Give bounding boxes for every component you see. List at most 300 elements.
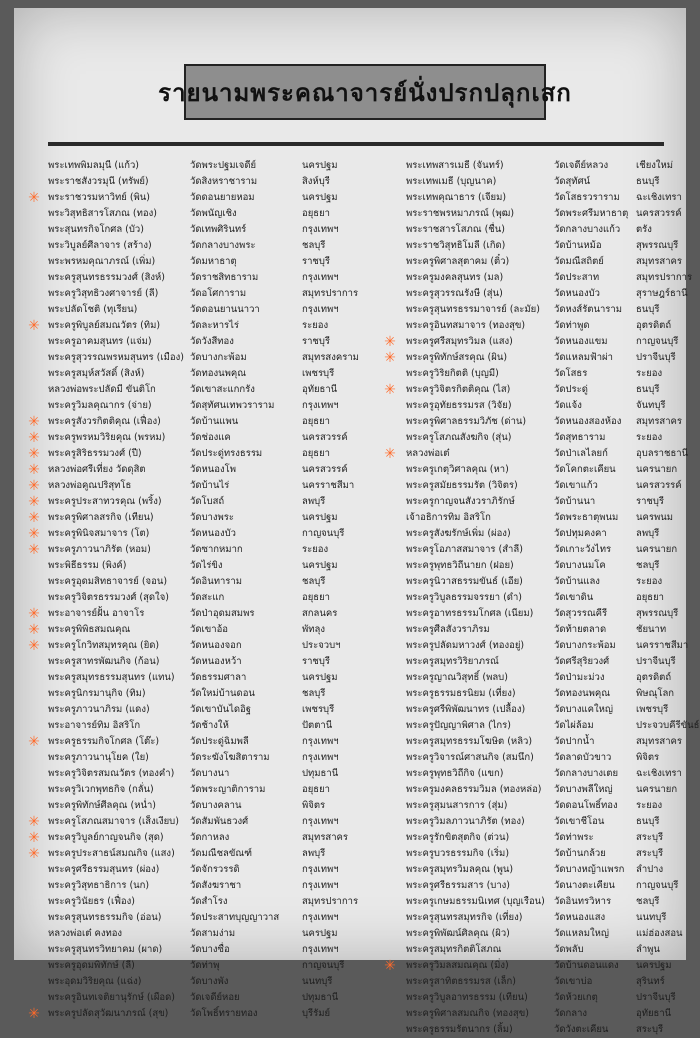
province-name-text: กรุงเทพฯ — [302, 912, 339, 923]
province-name-text: กรุงเทพฯ — [302, 880, 339, 891]
province-name — [636, 430, 686, 446]
province-name — [302, 542, 398, 558]
province-name — [302, 878, 398, 894]
temple-name-text: วัดหนองบัว — [554, 288, 600, 299]
temple-name — [554, 1006, 636, 1022]
asterisk-mark-icon: ✳ — [384, 334, 396, 350]
temple-name — [190, 686, 302, 702]
monk-name-text: พระครูพิพัฒน์ศิลคุณ (ผิว) — [406, 928, 510, 939]
monk-name-text: พระปลัดโชติ (ทุเรียน) — [48, 304, 138, 315]
province-name-text: ระยอง — [302, 320, 329, 331]
monk-name-text: พระครูวิจิตรธรรมวงศ์ (สุดใจ) — [48, 592, 169, 603]
monk-name-text: พระครูบวรธรรมกิจ (เริ่ม) — [406, 848, 510, 859]
temple-name-text: วัดช้างให้ — [190, 720, 229, 731]
province-name — [636, 894, 686, 910]
monk-name — [48, 750, 198, 766]
province-name-text: นครปฐม — [636, 960, 672, 971]
right-column-temples — [554, 158, 636, 1038]
province-name-text: กรุงเทพฯ — [302, 944, 339, 955]
temple-name — [190, 446, 302, 462]
province-name-text: สมุทรสาคร — [636, 256, 683, 267]
province-name-text: ปทุมธานี — [302, 992, 339, 1003]
province-name-text: สุราษฎร์ธานี — [636, 288, 688, 299]
monk-name — [406, 878, 566, 894]
monk-name-text: พระครูสุวรรณรังษี (สุ่น) — [406, 288, 503, 299]
province-name-text: นครพนม — [636, 512, 673, 523]
province-name — [302, 894, 398, 910]
monk-name-text: พระครูสมัยธรรมรัต (วิจิตร) — [406, 480, 518, 491]
province-name-text: กาญจนบุรี — [636, 880, 679, 891]
province-name — [302, 622, 398, 638]
province-name-text: ฉะเชิงเทรา — [636, 192, 682, 203]
temple-name-text: วัดไร่ขิง — [190, 560, 223, 571]
monk-name — [48, 254, 198, 270]
monk-name — [48, 702, 198, 718]
monk-name-text: พระครูศรีสมุทรวิมล (แสง) — [406, 336, 513, 347]
temple-name — [554, 606, 636, 622]
temple-name — [554, 766, 636, 782]
temple-name-text: วัดบางนมโค — [554, 560, 606, 571]
asterisk-mark-icon: ✳ — [28, 446, 40, 462]
left-column-provinces — [302, 158, 398, 1022]
temple-name — [554, 206, 636, 222]
monk-name — [406, 926, 566, 942]
province-name-text: ระยอง — [636, 800, 663, 811]
temple-name-text: วัดสุทธาราม — [554, 432, 606, 443]
asterisk-mark-icon: ✳ — [28, 846, 40, 862]
province-name — [636, 814, 686, 830]
province-name — [302, 574, 398, 590]
province-name-text: ปัตตานี — [302, 720, 333, 731]
monk-name-text: พระครูวิเวกพุทธกิจ (กลั่น) — [48, 784, 154, 795]
province-name — [636, 782, 686, 798]
asterisk-mark-icon: ✳ — [28, 494, 40, 510]
temple-name-text: วัดบางกะพ้อม — [190, 352, 247, 363]
temple-name — [554, 638, 636, 654]
temple-name-text: วัดเขาชีโอน — [554, 816, 605, 827]
monk-name-text: พระอาจารย์ทิม อิสริโก — [48, 720, 141, 731]
monk-name-text: พระครูวิจารณ์ศาสนกิจ (สมนึก) — [406, 752, 534, 763]
monk-name-text: พระราชพรหมาภรณ์ (พุฒ) — [406, 208, 515, 219]
monk-name — [406, 478, 566, 494]
province-name — [302, 846, 398, 862]
temple-name — [190, 222, 302, 238]
temple-name — [554, 366, 636, 382]
province-name-text: ชลบุรี — [302, 240, 326, 251]
province-name-text: สมุทรสงคราม — [302, 352, 359, 363]
monk-name — [48, 158, 198, 174]
province-name — [302, 606, 398, 622]
province-name-text: แม่ฮ่องสอน — [636, 928, 683, 939]
temple-name-text: วัดหงส์รัตนาราม — [554, 304, 623, 315]
temple-name-text: วัดหนองแสง — [554, 912, 606, 923]
province-name — [636, 638, 689, 654]
province-name-text: ประจวบคีรีขันธ์ — [636, 720, 700, 731]
monk-name — [48, 926, 198, 942]
temple-name — [554, 430, 636, 446]
monk-name-text: พระครูวิมลภาวนาภิรัต (ทอง) — [406, 816, 525, 827]
province-name — [302, 814, 398, 830]
monk-name — [406, 414, 566, 430]
temple-name-text: วัดบางกระพ้อม — [554, 640, 616, 651]
temple-name-text: วัดช่องแค — [190, 432, 231, 443]
temple-name — [554, 718, 636, 734]
asterisk-mark-icon: ✳ — [28, 190, 40, 206]
temple-name — [554, 734, 636, 750]
monk-name-text: พระครูภาวนาภิรัต (หอม) — [48, 544, 151, 555]
temple-name — [190, 590, 302, 606]
monk-name — [406, 670, 566, 686]
monk-name-text: พระครูพิทักษ์สรคุณ (ผิน) — [406, 352, 508, 363]
province-name — [636, 334, 686, 350]
temple-name-text: วัดเขาสะแกกรัง — [190, 384, 255, 395]
monk-name-text: พระครูประสาธน์สมณกิจ (แสง) — [48, 848, 175, 859]
monk-name — [48, 862, 198, 878]
monk-name — [406, 366, 566, 382]
monk-name — [48, 942, 198, 958]
monk-name-text: พระครูสมุทรวิริยาภรณ์ — [406, 656, 499, 667]
province-name-text: นครปฐม — [302, 160, 338, 171]
temple-name — [190, 798, 302, 814]
monk-name-text: พระครูพุทธวิถีกิจ (แขก) — [406, 768, 504, 779]
temple-name-text: วัดประดู่ — [554, 384, 588, 395]
temple-name-text: วัดประสาทบุญญาวาส — [190, 912, 280, 923]
temple-name — [190, 942, 302, 958]
monk-name-text: พระครูพิศาลธรรมวิภัช (ด่าน) — [406, 416, 527, 427]
province-name — [636, 462, 686, 478]
province-name — [636, 494, 686, 510]
temple-name-text: วัดป่าอุดมสมพร — [190, 608, 255, 619]
monk-name — [406, 830, 566, 846]
monk-name-text: พระครูรักขิตสุตกิจ (ต่วน) — [406, 832, 510, 843]
monk-name — [384, 446, 566, 462]
temple-name-text: วัดหนองสองห้อง — [554, 416, 622, 427]
monk-name — [48, 398, 198, 414]
province-name — [302, 270, 398, 286]
province-name — [636, 734, 686, 750]
temple-name-text: วัดพระญาติการาม — [190, 784, 266, 795]
province-name — [636, 270, 693, 286]
province-name — [302, 1006, 398, 1022]
asterisk-mark-icon: ✳ — [28, 830, 40, 846]
monk-name-text: พระครูมงคลสุนทร (มล) — [406, 272, 504, 283]
temple-name — [554, 654, 636, 670]
monk-name-text: พระอาจารย์ฝั้น อาจาโร — [48, 608, 145, 619]
province-name-text: กาญจนบุรี — [636, 336, 679, 347]
temple-name-text: วัดประดู่ฉิมพลี — [190, 736, 249, 747]
province-name — [636, 942, 686, 958]
monk-name-text: พระครูวิริยกิตติ (บุญมี) — [406, 368, 499, 379]
right-column-provinces — [636, 158, 700, 1038]
temple-name-text: วัดบางนา — [190, 768, 230, 779]
temple-name — [554, 622, 636, 638]
temple-name-text: วัดศรีสุริยวงศ์ — [554, 656, 610, 667]
monk-name — [28, 846, 198, 862]
temple-name-text: วัดสัมพันธวงศ์ — [190, 816, 249, 827]
province-name-text: สมุทรปราการ — [302, 896, 359, 907]
temple-name — [190, 702, 302, 718]
province-name — [636, 718, 700, 734]
province-name-text: ธนบุรี — [636, 384, 660, 395]
asterisk-mark-icon: ✳ — [28, 1006, 40, 1022]
monk-name-text: พระครูสุนทรธรรมวงศ์ (สิงห์) — [48, 272, 165, 283]
monk-name-text: พระครูอินทเจติยานุรักษ์ (เผือด) — [48, 992, 176, 1003]
temple-name-text: วัดโสธรวราราม — [554, 192, 620, 203]
temple-name-text: วัดเจดีย์หอย — [190, 992, 240, 1003]
monk-name — [406, 654, 566, 670]
province-name — [636, 862, 686, 878]
monk-name-text: พระครูธรรมรัตนากร (ลิ้ม) — [406, 1024, 513, 1035]
monk-name-text: หลวงพ่อพระปลัดมี ขันติโก — [48, 384, 156, 395]
province-name-text: ราชบุรี — [302, 336, 331, 347]
province-name — [302, 318, 398, 334]
province-name — [636, 526, 686, 542]
temple-name-text: วัดหนองแขม — [554, 336, 608, 347]
province-name — [636, 958, 686, 974]
province-name-text: พัทลุง — [302, 624, 325, 635]
asterisk-mark-icon: ✳ — [28, 622, 40, 638]
temple-name-text: วัดปทุมคงคา — [554, 528, 607, 539]
temple-name-text: วัดเกาะวังไทร — [554, 544, 612, 555]
monk-name — [48, 302, 198, 318]
temple-name-text: วัดสังฆราชา — [190, 880, 242, 891]
province-name — [636, 910, 686, 926]
monk-name — [48, 574, 198, 590]
temple-name-text: วัดอินทาราม — [190, 576, 242, 587]
province-name — [302, 590, 398, 606]
temple-name-text: วัดพระธาตุพนม — [554, 512, 619, 523]
temple-name-text: วัดแหลมฟ้าผ่า — [554, 352, 613, 363]
temple-name-text: วัดบางพระ — [190, 512, 234, 523]
province-name-text: สุพรรณบุรี — [636, 608, 679, 619]
province-name — [636, 590, 686, 606]
temple-name-text: วัดบางพัง — [190, 976, 229, 987]
province-name — [636, 414, 686, 430]
temple-name-text: วัดเขาดิน — [554, 592, 594, 603]
monk-name — [406, 462, 566, 478]
province-name — [636, 174, 686, 190]
temple-name-text: วัดใหม่บ้านดอน — [190, 688, 255, 699]
temple-name-text: วัดทองนพคุณ — [554, 688, 611, 699]
province-name-text: ลพบุรี — [302, 848, 326, 859]
monk-name — [406, 766, 566, 782]
temple-name-text: วัดบางแคใหญ่ — [554, 704, 613, 715]
monk-name-text: พระพิธีธรรม (พิงค์) — [48, 560, 127, 571]
province-name-text: ลำพูน — [636, 944, 660, 955]
monk-name-text: พระเทพสารเมธี (จันทร์) — [406, 160, 504, 171]
monk-name — [406, 190, 566, 206]
monk-name-text: พระครูศรีธรรมสุนทร (ผ่อง) — [48, 864, 160, 875]
province-name-text: นครนายก — [636, 464, 678, 475]
monk-name-text: พระครูวิสุทธิวงศาจารย์ (ลี) — [48, 288, 159, 299]
monk-name-text: พระครูวิบูลอาทรธรรม (เทียน) — [406, 992, 528, 1003]
asterisk-mark-icon: ✳ — [28, 462, 40, 478]
monk-name-text: พระครูเกษมธรรมนิเทศ (บุญเรือน) — [406, 896, 545, 907]
temple-name — [190, 766, 302, 782]
temple-name — [554, 270, 636, 286]
province-name-text: ปราจีนบุรี — [636, 992, 676, 1003]
temple-name — [190, 510, 302, 526]
monk-name — [48, 334, 198, 350]
monk-name-text: พระครูศีลสังวราภิรม — [406, 624, 490, 635]
temple-name-text: วัดท่าพระ — [554, 832, 594, 843]
monk-name — [48, 382, 198, 398]
province-name-text: อยุธยา — [302, 448, 330, 459]
province-name-text: ปทุมธานี — [302, 768, 339, 779]
monk-name-text: พระครูสิริธรรมวงศ์ (ปี) — [48, 448, 142, 459]
monk-name — [28, 318, 198, 334]
monk-name — [406, 238, 566, 254]
province-name-text: ระยอง — [636, 576, 663, 587]
province-name — [302, 222, 398, 238]
province-name — [636, 622, 686, 638]
temple-name-text: วัดโคกตะเคียน — [554, 464, 616, 475]
province-name — [636, 702, 686, 718]
temple-name — [190, 238, 302, 254]
province-name-text: ราชบุรี — [302, 656, 331, 667]
province-name — [302, 750, 398, 766]
monk-name — [48, 286, 198, 302]
province-name-text: นครปฐม — [302, 192, 338, 203]
temple-name — [554, 222, 636, 238]
province-name-text: นครปฐม — [302, 512, 338, 523]
monk-name-text: พระครูญาณวิสุทธิ์ (พลบ) — [406, 672, 508, 683]
province-name-text: นครสวรรค์ — [302, 432, 348, 443]
monk-name — [28, 830, 198, 846]
province-name-text: ตรัง — [636, 224, 652, 235]
temple-name — [190, 382, 302, 398]
monk-name — [406, 862, 566, 878]
monk-name-text: พระราชวิสุทธิโมลี (เกิด) — [406, 240, 506, 251]
province-name-text: ประจวบฯ — [302, 640, 341, 651]
monk-name — [28, 414, 198, 430]
title-banner — [158, 64, 572, 120]
province-name-text: อยุธยา — [636, 592, 664, 603]
province-name — [302, 526, 398, 542]
temple-name — [190, 206, 302, 222]
monk-name-text: พระครูวิมลคุณากร (จ่าย) — [48, 400, 152, 411]
temple-name — [190, 1006, 302, 1022]
province-name — [636, 974, 686, 990]
province-name — [636, 350, 686, 366]
temple-name — [190, 542, 302, 558]
temple-name — [190, 638, 302, 654]
monk-name-text: พระครูประสาทวรคุณ (พริ้ง) — [48, 496, 162, 507]
temple-name-text: วัดสะแก — [190, 592, 225, 603]
monk-name — [28, 510, 198, 526]
temple-name — [554, 526, 636, 542]
province-name — [636, 238, 686, 254]
monk-name — [28, 494, 198, 510]
temple-name — [190, 718, 302, 734]
monk-name — [48, 990, 198, 1006]
province-name — [636, 190, 686, 206]
province-name-text: ปราจีนบุรี — [636, 352, 676, 363]
province-name — [302, 478, 398, 494]
temple-name-text: วัดโสธร — [554, 368, 588, 379]
monk-name-text: พระครูพิพิธสมณคุณ — [48, 624, 131, 635]
monk-name — [406, 990, 566, 1006]
monk-name — [406, 1022, 566, 1038]
province-name-text: สมุทรสาคร — [636, 736, 683, 747]
temple-name — [190, 158, 302, 174]
temple-name-text: วัดหนองหว้า — [190, 656, 242, 667]
monk-name-text: พระครูภาวนานุโยค (ใย) — [48, 752, 149, 763]
province-name — [302, 366, 398, 382]
temple-name — [554, 238, 636, 254]
monk-name — [48, 894, 198, 910]
province-name — [302, 398, 398, 414]
province-name — [302, 190, 398, 206]
monk-name-text: พระเทพเมธี (บุญนาค) — [406, 176, 497, 187]
province-name-text: นครปฐม — [302, 928, 338, 939]
temple-name-text: วัดสุวรรณคีรี — [554, 608, 608, 619]
temple-name — [554, 910, 636, 926]
temple-name-text: วัดป่าเลไลยก์ — [554, 448, 608, 459]
province-name-text: สมุทรปราการ — [302, 288, 359, 299]
monk-name-text: พระวิสุทธิสารโสภณ (ทอง) — [48, 208, 157, 219]
province-name-text: สระบุรี — [636, 848, 664, 859]
temple-name — [190, 990, 302, 1006]
province-name-text: ชลบุรี — [636, 896, 660, 907]
temple-name — [554, 846, 636, 862]
monk-name — [406, 798, 566, 814]
temple-name — [554, 926, 636, 942]
temple-name-text: วัดกลางบางพระ — [190, 240, 256, 251]
temple-name — [554, 398, 636, 414]
monk-name-text: พระครูอุทัยธรรมรส (วิจัย) — [406, 400, 512, 411]
temple-name — [554, 878, 636, 894]
temple-name — [190, 654, 302, 670]
province-name-text: นนทบุรี — [302, 976, 333, 987]
temple-name — [190, 350, 302, 366]
monk-name — [406, 158, 566, 174]
province-name-text: อุตรดิตถ์ — [636, 320, 672, 331]
province-name-text: นครนายก — [636, 784, 678, 795]
asterisk-mark-icon: ✳ — [28, 542, 40, 558]
temple-name-text: วัดท่าพูด — [554, 320, 590, 331]
temple-name-text: วัดกาหลง — [190, 832, 230, 843]
temple-name-text: วัดบางหญ้าแพรก — [554, 864, 625, 875]
monk-name-text: พระครูพินิจสมาจาร (โต) — [48, 528, 150, 539]
temple-name — [554, 350, 636, 366]
province-name-text: ลพบุรี — [636, 528, 660, 539]
asterisk-mark-icon: ✳ — [384, 446, 396, 462]
province-name-text: อยุธยา — [302, 592, 330, 603]
monk-name-text: พระครูอาคมสุนทร (แจ่ม) — [48, 336, 152, 347]
monk-name — [406, 430, 566, 446]
temple-name-text: วัดพลับ — [554, 944, 584, 955]
monk-name — [48, 974, 198, 990]
monk-name — [406, 302, 566, 318]
temple-name — [554, 174, 636, 190]
province-name — [302, 798, 398, 814]
province-name — [636, 254, 686, 270]
monk-name — [384, 382, 566, 398]
monk-name-text: พระครูสาทรพัฒนกิจ (ก้อน) — [48, 656, 160, 667]
monk-name-text: พระครูมงคลธรรมวิมล (ทองหล่อ) — [406, 784, 542, 795]
monk-name — [406, 718, 566, 734]
province-name — [302, 414, 398, 430]
temple-name — [190, 366, 302, 382]
monk-name-text: พระครูวิจิตรกิตติคุณ (ไส) — [406, 384, 511, 395]
temple-name — [554, 462, 636, 478]
temple-name — [190, 398, 302, 414]
province-name-text: สกลนคร — [302, 608, 338, 619]
monk-name-text: พระครูเกตุวิศาลคุณ (หา) — [406, 464, 509, 475]
monk-name-text: พระครูปลัดสุวัฒนาภรณ์ (สุข) — [48, 1008, 169, 1019]
province-name — [302, 174, 398, 190]
